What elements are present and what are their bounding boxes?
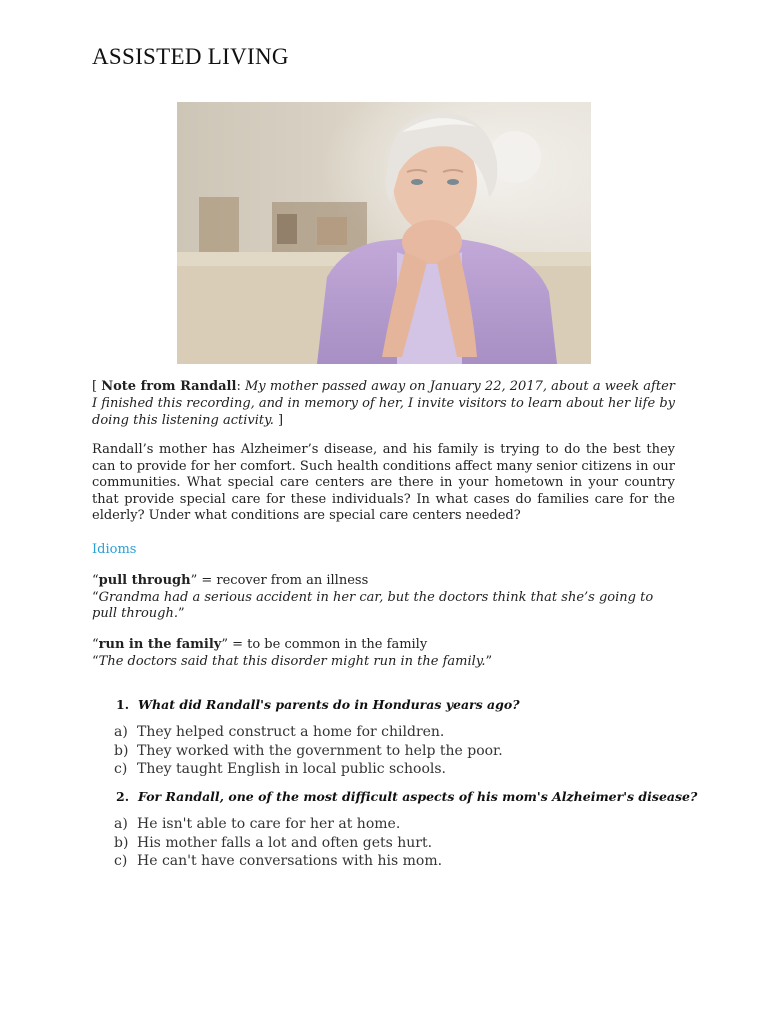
option-text: They taught English in local public schools.: [137, 761, 447, 778]
option-text: They helped construct a home for children.: [137, 724, 445, 740]
idiom-definition-line: “pull through” = recover from an illness: [92, 573, 369, 588]
question-text: What did Randall's parents do in Honduras years ago?: [138, 697, 520, 712]
option-text: They worked with the government to help the poor.: [137, 742, 503, 759]
page-title: ASSISTED LIVING: [92, 44, 289, 69]
idioms-heading: Idioms: [92, 542, 137, 557]
answer-option[interactable]: [114, 852, 442, 871]
idiom-definition: = recover from an illness: [197, 573, 369, 588]
question-number: 2.: [116, 789, 130, 804]
note-open-bracket: [: [92, 379, 98, 394]
option-letter: c): [114, 761, 128, 778]
note-from-randall: [92, 378, 675, 429]
option-letter: a): [114, 724, 128, 740]
answer-option[interactable]: [114, 742, 503, 761]
idiom-term: run in the family: [98, 637, 222, 652]
elderly-woman-photo: [177, 102, 591, 364]
idiom-example-line: “The doctors said that this disorder might run in the family.”: [92, 653, 493, 669]
option-letter: a): [114, 816, 128, 832]
idiom-definition: = to be common in the family: [227, 637, 428, 652]
option-letter: c): [114, 853, 128, 870]
question-1: [116, 697, 520, 712]
question-text: For Randall, one of the most difficult aspects of his mom's Alzheimer's disease?: [138, 789, 698, 804]
question-2: [116, 789, 697, 804]
answer-option[interactable]: [114, 760, 503, 779]
option-letter: b): [114, 742, 129, 759]
idiom-item: [92, 637, 675, 670]
question-number: 1.: [116, 697, 130, 712]
note-label: Note from Randall: [101, 379, 237, 394]
idiom-example: Grandma had a serious accident in her car, but the doctors think that she’s going to pull through.: [92, 589, 654, 622]
note-text: My mother passed away on January 22, 2017, about a week after I finished this recording, and in memory of her, I invite visitors to learn about her life by doing this listening activity.: [92, 379, 675, 428]
answer-option[interactable]: [114, 815, 442, 834]
option-text: He isn't able to care for her at home.: [137, 816, 401, 832]
answer-list-1: [114, 723, 503, 779]
option-text: His mother falls a lot and often gets hurt.: [137, 834, 433, 851]
answer-option[interactable]: [114, 834, 442, 853]
answer-option[interactable]: [114, 723, 503, 742]
note-colon: :: [236, 379, 241, 394]
answer-list-2: [114, 815, 442, 871]
idiom-term: pull through: [98, 573, 191, 588]
idiom-definition-line: “run in the family” = to be common in the family: [92, 637, 428, 652]
option-text: He can't have conversations with his mom.: [137, 853, 443, 870]
idiom-example: The doctors said that this disorder might run in the family.: [98, 653, 486, 669]
intro-paragraph: Randall’s mother has Alzheimer’s disease, and his family is trying to do the best they can to provide for her comfort. Such health conditions affect many senior citizens in our communities. What special care centers are there in your hometown in your country that provide special care for these individuals? In what cases do families care for the elderly? Under what conditions are special care centers needed?: [92, 442, 675, 524]
idiom-item: [92, 573, 675, 623]
note-close-bracket: ]: [277, 413, 284, 428]
idiom-example-line: “Grandma had a serious accident in her car, but the doctors think that she’s going to pull through.”: [92, 589, 654, 622]
option-letter: b): [114, 834, 129, 851]
